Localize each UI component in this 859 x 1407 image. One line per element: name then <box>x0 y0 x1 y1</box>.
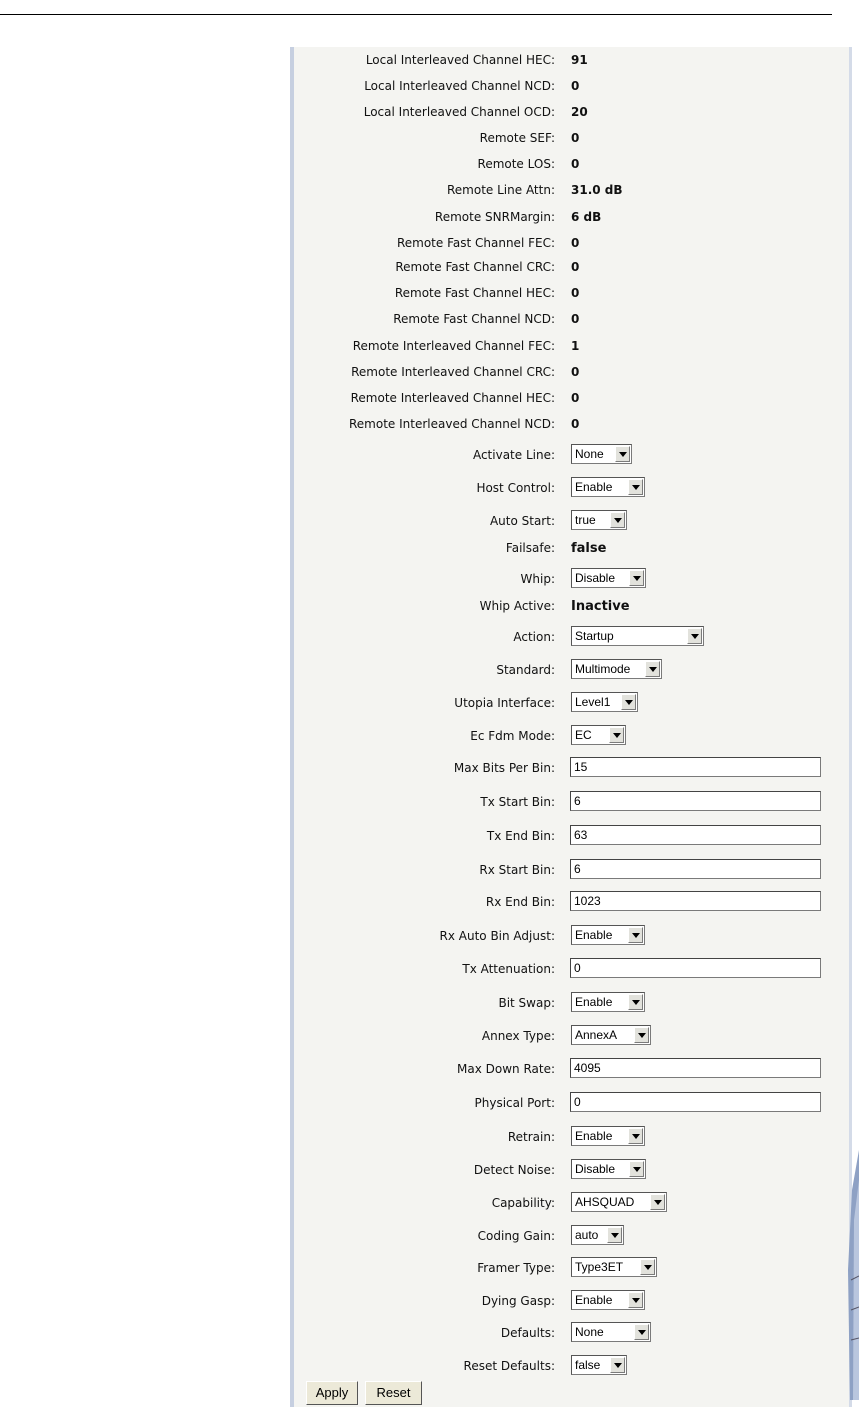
setting-label: Tx Start Bin: <box>480 795 555 809</box>
setting-label: Annex Type: <box>481 1029 555 1043</box>
chevron-down-icon[interactable] <box>650 1194 665 1210</box>
chevron-down-icon[interactable] <box>629 570 644 586</box>
rx-end-bin-input[interactable]: 1023 <box>570 891 821 911</box>
stat-value: 0 <box>571 365 580 379</box>
chevron-down-icon[interactable] <box>628 994 643 1010</box>
stat-value: 20 <box>571 105 588 119</box>
setting-label: Bit Swap: <box>498 996 555 1010</box>
chevron-down-icon[interactable] <box>610 1357 625 1373</box>
stat-label: Remote Fast Channel CRC: <box>395 260 555 274</box>
chevron-down-icon[interactable] <box>621 694 636 710</box>
stat-value: 6 dB <box>571 210 602 224</box>
stat-label: Local Interleaved Channel HEC: <box>365 53 555 67</box>
stat-label: Local Interleaved Channel NCD: <box>364 79 555 93</box>
chevron-down-icon[interactable] <box>634 1324 649 1340</box>
setting-label: Framer Type: <box>477 1261 555 1275</box>
reset-button[interactable]: Reset <box>365 1381 422 1405</box>
framer-type-select[interactable]: Type3ET <box>571 1257 657 1277</box>
chevron-down-icon[interactable] <box>640 1259 655 1275</box>
chevron-down-icon[interactable] <box>628 479 643 495</box>
stat-value: 0 <box>571 312 580 326</box>
ec-fdm-mode-select[interactable]: EC <box>571 725 626 745</box>
stat-value: 0 <box>571 417 580 431</box>
stat-value: 91 <box>571 53 588 67</box>
max-down-rate-input[interactable]: 4095 <box>570 1058 821 1078</box>
setting-label: Tx End Bin: <box>486 829 555 843</box>
max-bits-per-bin-input[interactable]: 15 <box>570 757 821 777</box>
chevron-down-icon[interactable] <box>609 727 624 743</box>
stat-label: Remote Interleaved Channel NCD: <box>349 417 555 431</box>
stat-value: 0 <box>571 79 580 93</box>
setting-label: Whip: <box>520 572 555 586</box>
action-select[interactable]: Startup <box>571 626 704 646</box>
reset-defaults-select[interactable]: false <box>571 1355 627 1375</box>
stat-value: 0 <box>571 260 580 274</box>
stat-label: Local Interleaved Channel OCD: <box>363 105 555 119</box>
stat-label: Remote Fast Channel FEC: <box>396 236 555 250</box>
setting-label: Max Bits Per Bin: <box>453 761 555 775</box>
stat-label: Remote SNRMargin: <box>434 210 555 224</box>
chevron-down-icon[interactable] <box>628 1292 643 1308</box>
setting-label: Detect Noise: <box>473 1163 555 1177</box>
setting-label: Whip Active: <box>479 599 555 613</box>
tx-attenuation-input[interactable]: 0 <box>570 958 821 978</box>
setting-label: Physical Port: <box>474 1096 555 1110</box>
rx-auto-bin-adjust-select[interactable]: Enable <box>571 925 645 945</box>
setting-label: Auto Start: <box>489 514 555 528</box>
host-control-select[interactable]: Enable <box>571 477 645 497</box>
chevron-down-icon[interactable] <box>615 446 630 462</box>
dying-gasp-select[interactable]: Enable <box>571 1290 645 1310</box>
stat-value: 0 <box>571 157 580 171</box>
setting-label: Tx Attenuation: <box>462 962 555 976</box>
tx-start-bin-input[interactable]: 6 <box>570 791 821 811</box>
rx-start-bin-input[interactable]: 6 <box>570 859 821 879</box>
retrain-select[interactable]: Enable <box>571 1126 645 1146</box>
chevron-down-icon[interactable] <box>687 628 702 644</box>
setting-label: Activate Line: <box>472 448 555 462</box>
chevron-down-icon[interactable] <box>634 1027 649 1043</box>
whip-active-value: Inactive <box>571 599 630 614</box>
setting-label: Rx End Bin: <box>485 895 555 909</box>
physical-port-input[interactable]: 0 <box>570 1092 821 1112</box>
stat-value: 0 <box>571 286 580 300</box>
background-graphic <box>848 1150 859 1400</box>
setting-label: Max Down Rate: <box>457 1062 555 1076</box>
stat-label: Remote Fast Channel NCD: <box>393 312 555 326</box>
setting-label: Failsafe: <box>505 541 555 555</box>
stat-value: 0 <box>571 131 580 145</box>
bit-swap-select[interactable]: Enable <box>571 992 645 1012</box>
setting-label: Rx Start Bin: <box>479 863 555 877</box>
setting-label: Utopia Interface: <box>454 696 555 710</box>
stat-label: Remote Interleaved Channel CRC: <box>351 365 555 379</box>
setting-label: Action: <box>513 630 555 644</box>
auto-start-select[interactable]: true <box>571 510 627 530</box>
setting-label: Ec Fdm Mode: <box>470 729 555 743</box>
stat-label: Remote SEF: <box>479 131 555 145</box>
annex-type-select[interactable]: AnnexA <box>571 1025 651 1045</box>
stat-label: Remote Line Attn: <box>447 183 555 197</box>
stat-value: 31.0 dB <box>571 183 623 197</box>
stat-value: 1 <box>571 339 580 353</box>
activate-line-select[interactable]: None <box>571 444 632 464</box>
setting-label: Defaults: <box>500 1326 555 1340</box>
capability-select[interactable]: AHSQUAD <box>571 1192 667 1212</box>
setting-label: Dying Gasp: <box>481 1294 555 1308</box>
setting-label: Reset Defaults: <box>463 1359 555 1373</box>
defaults-select[interactable]: None <box>571 1322 651 1342</box>
setting-label: Retrain: <box>507 1130 555 1144</box>
apply-button[interactable]: Apply <box>306 1381 358 1405</box>
standard-select[interactable]: Multimode <box>571 659 662 679</box>
chevron-down-icon[interactable] <box>628 927 643 943</box>
stat-value: 0 <box>571 236 580 250</box>
settings-panel <box>290 47 849 1407</box>
chevron-down-icon[interactable] <box>607 1227 622 1243</box>
detect-noise-select[interactable]: Disable <box>571 1159 646 1179</box>
setting-label: Standard: <box>496 663 555 677</box>
chevron-down-icon[interactable] <box>629 1161 644 1177</box>
stat-label: Remote LOS: <box>477 157 555 171</box>
coding-gain-select[interactable]: auto <box>571 1225 624 1245</box>
setting-label: Host Control: <box>476 481 555 495</box>
stat-value: 0 <box>571 391 580 405</box>
setting-label: Coding Gain: <box>477 1229 555 1243</box>
header-rule <box>0 14 832 15</box>
setting-label: Rx Auto Bin Adjust: <box>439 929 555 943</box>
setting-label: Capability: <box>491 1196 555 1210</box>
failsafe-value: false <box>571 541 607 556</box>
whip-select[interactable]: Disable <box>571 568 646 588</box>
chevron-down-icon[interactable] <box>628 1128 643 1144</box>
stat-label: Remote Interleaved Channel HEC: <box>350 391 555 405</box>
chevron-down-icon[interactable] <box>610 512 625 528</box>
chevron-down-icon[interactable] <box>645 661 660 677</box>
tx-end-bin-input[interactable]: 63 <box>570 825 821 845</box>
stat-label: Remote Fast Channel HEC: <box>394 286 555 300</box>
utopia-interface-select[interactable]: Level1 <box>571 692 638 712</box>
stat-label: Remote Interleaved Channel FEC: <box>352 339 555 353</box>
